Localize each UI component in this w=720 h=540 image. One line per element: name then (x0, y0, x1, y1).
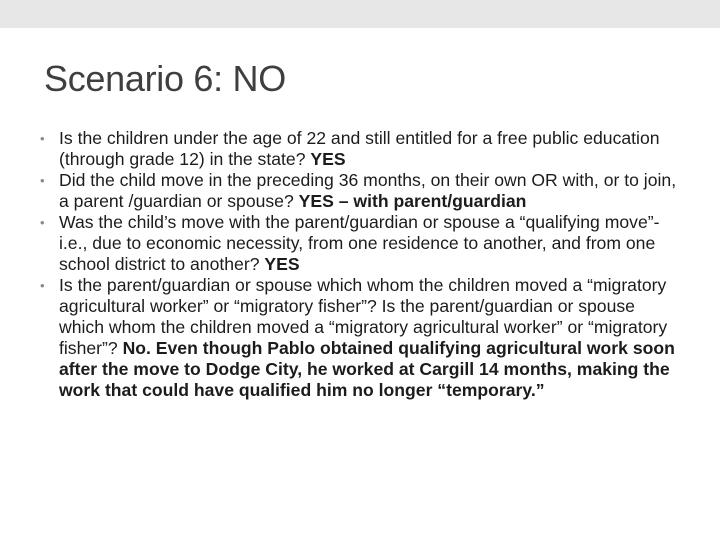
bullet-dot-icon: • (40, 215, 45, 230)
bullet-dot-icon: • (40, 278, 45, 293)
bullet-question: Was the child’s move with the parent/guardian or spouse a “qualifying move”- i.e., due to economic necessity, from one residence to another, and from one school district to another? (59, 212, 660, 274)
bullet-item (40, 275, 680, 401)
bullet-dot-icon: • (40, 131, 45, 146)
bullet-item (40, 170, 680, 212)
slide-title: Scenario 6: NO (44, 58, 286, 99)
bullet-answer: No. Even though Pablo obtained qualifying agricultural work soon after the move to Dodge City, he worked at Cargill 14 months, making the work that could have qualified him no longer “temporary.” (59, 338, 675, 400)
bullet-answer: YES (310, 149, 346, 169)
bullet-question: Is the parent/guardian or spouse which whom the children moved a “migratory agricultural worker” or “migratory fisher”? Is the parent/guardian or spouse which whom the children moved a “migratory agricultural worker” or “migratory fisher”? (59, 275, 668, 358)
bullet-answer: YES (264, 254, 300, 274)
bullet-answer: YES – with parent/guardian (298, 191, 527, 211)
bullet-question: Did the child move in the preceding 36 months, on their own OR with, or to join, a parent /guardian or spouse? (59, 170, 677, 211)
bullet-item (40, 128, 680, 170)
bullet-item (40, 212, 680, 275)
bullet-dot-icon: • (40, 173, 45, 188)
bullet-list (40, 128, 680, 401)
bullet-question: Is the children under the age of 22 and still entitled for a free public education (through grade 12) in the state? (59, 128, 660, 169)
top-banner (0, 0, 720, 28)
